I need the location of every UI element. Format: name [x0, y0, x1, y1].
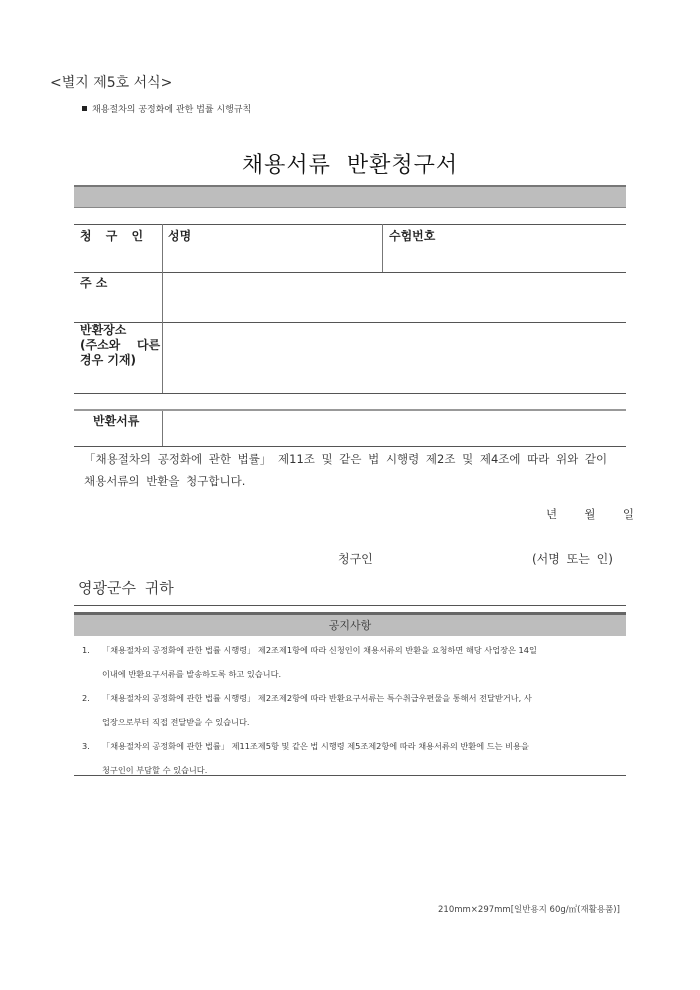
notice-item-number: 1. — [82, 645, 90, 655]
return-documents-label: 반환서류 — [93, 414, 140, 428]
law-reference-text: 채용절차의 공정화에 관한 법률 시행규칙 — [92, 105, 252, 115]
signature-hint: (서명 또는 인) — [532, 552, 613, 566]
statement-line1: 「채용절차의 공정화에 관한 법률」 제11조 및 같은 법 시행령 제2조 및 제4조에 따라 위와 같이 — [84, 452, 608, 466]
header-band — [74, 185, 626, 208]
notice-item-line1: 「채용절차의 공정화에 관한 법률」 제11조제5항 및 같은 법 시행령 제5조제2항에 따라 채용서류의 반환에 드는 비용을 — [102, 741, 529, 751]
law-reference — [82, 102, 251, 115]
date-line — [546, 506, 634, 522]
return-place-field[interactable] — [163, 323, 625, 392]
square-bullet-icon — [82, 106, 87, 111]
address-label: 주 소 — [80, 276, 108, 290]
month-label: 월 — [584, 507, 596, 521]
signature-claimant-label: 청구인 — [338, 552, 373, 566]
notice-item-2 — [82, 686, 622, 734]
claimant-label: 청 구 인 — [80, 229, 144, 243]
form-number-label: <별지 제5호 서식> — [50, 75, 173, 91]
exam-number-label: 수험번호 — [389, 229, 436, 243]
notice-item-line2: 이내에 반환요구서류를 발송하도록 하고 있습니다. — [102, 669, 282, 679]
table-line-top — [74, 224, 626, 225]
notice-item-line1: 「채용절차의 공정화에 관한 법률 시행령」 제2조제2항에 따라 반환요구서류는 특수취급우편물을 통해서 전달받거나, 사 — [102, 693, 532, 703]
exam-number-field[interactable] — [383, 240, 625, 271]
statement-text — [84, 448, 629, 492]
notice-header: 공지사항 — [74, 612, 626, 636]
notice-item-line2: 청구인이 부담할 수 있습니다. — [102, 765, 208, 775]
notice-item-number: 2. — [82, 693, 90, 703]
notice-item-1 — [82, 638, 622, 686]
table-line-row3 — [74, 393, 626, 394]
notice-item-line2: 업장으로부터 직접 전달받을 수 있습니다. — [102, 717, 250, 727]
year-label: 년 — [546, 507, 558, 521]
address-field[interactable] — [163, 273, 625, 321]
return-place-label-line2: (주소와 다른 — [80, 338, 161, 352]
return-documents-field[interactable] — [163, 411, 625, 445]
notice-item-line1: 「채용절차의 공정화에 관한 법률 시행령」 제2조제1항에 따라 신청인이 채용서류의 반환을 요청하면 해당 사업장은 14일 — [102, 645, 537, 655]
name-field[interactable] — [163, 240, 381, 271]
paper-size-note: 210mm×297mm[일반용지 60g/㎡(재활용품)] — [438, 905, 620, 915]
notice-item-number: 3. — [82, 741, 90, 751]
recipient-underline — [74, 605, 626, 606]
return-place-label-line1: 반환장소 — [80, 323, 127, 337]
name-label: 성명 — [168, 229, 192, 243]
notice-bottom-line — [74, 775, 626, 776]
table-line-bottom — [74, 446, 626, 447]
recipient: 영광군수 귀하 — [78, 579, 174, 597]
day-label: 일 — [622, 507, 634, 521]
return-place-label-line3: 경우 기재) — [80, 353, 137, 367]
statement-line2: 채용서류의 반환을 청구합니다. — [84, 474, 246, 488]
document-title: 채용서류 반환청구서 — [241, 153, 459, 178]
return-place-label — [80, 323, 160, 368]
